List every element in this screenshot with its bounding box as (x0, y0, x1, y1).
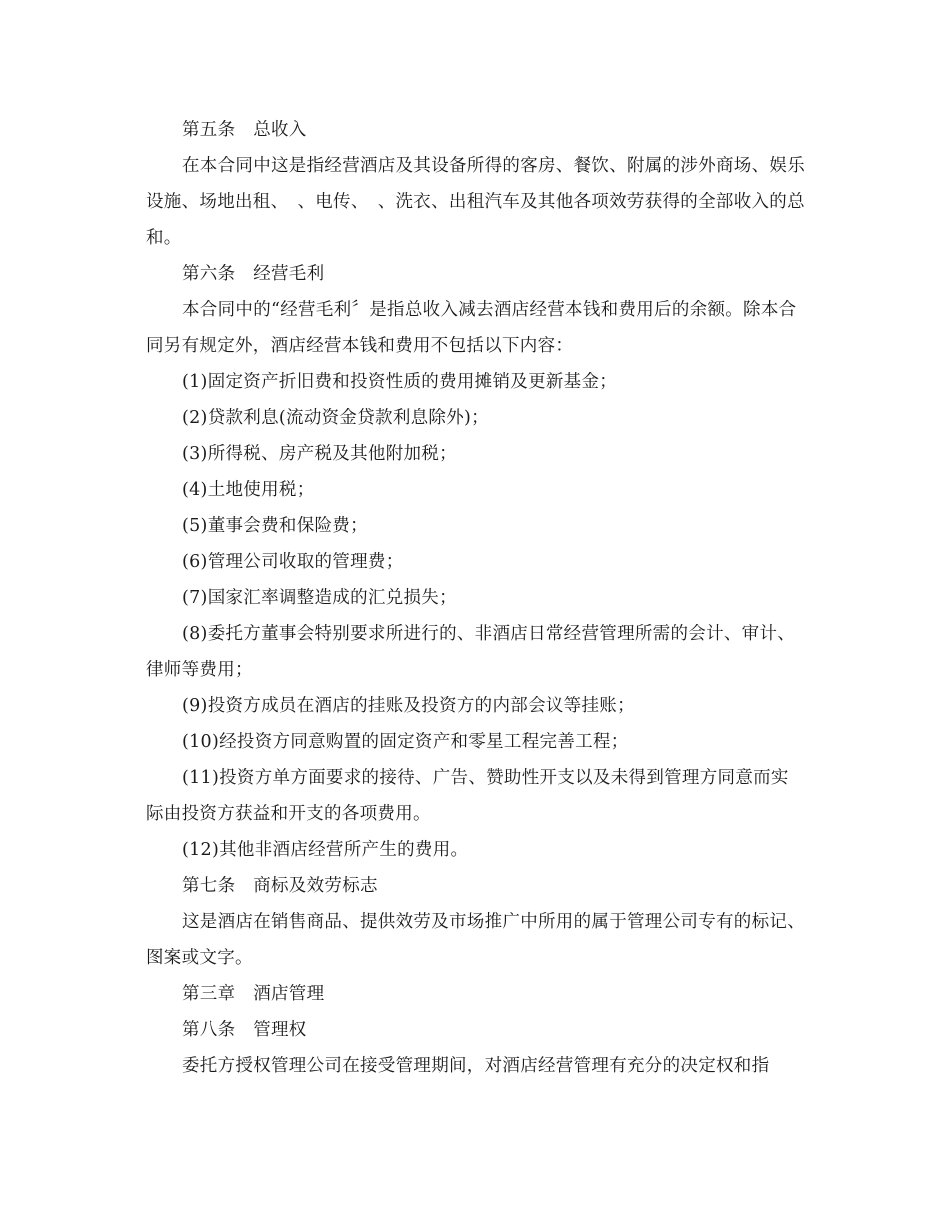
list-item: (5)董事会费和保险费； (182, 516, 368, 536)
list-item: (2)贷款利息(流动资金贷款利息除外)； (182, 408, 489, 428)
article-8-body: 委托方授权管理公司在接受管理期间，对酒店经营管理有充分的决定权和指 (182, 1056, 770, 1076)
list-item: (1)固定资产折旧费和投资性质的费用摊销及更新基金； (182, 372, 618, 392)
article-5-heading: 第五条 总收入 (182, 120, 307, 140)
article-7-body: 这是酒店在销售商品、提供效劳及市场推广中所用的属于管理公司专有的标记、图案或文字。 (146, 912, 805, 968)
chapter-3-heading: 第三章 酒店管理 (182, 984, 325, 1004)
list-item: (11)投资方单方面要求的接待、广告、赞助性开支以及未得到管理方同意而实际由投资方获益和开支的各项费用。 (146, 768, 789, 824)
list-item: (3)所得税、房产税及其他附加税； (182, 444, 457, 464)
list-item: (10)经投资方同意购置的固定资产和零星工程完善工程； (182, 732, 629, 752)
list-item: (7)国家汇率调整造成的汇兑损失； (182, 588, 457, 608)
article-5-body: 在本合同中这是指经营酒店及其设备所得的客房、餐饮、附属的涉外商场、娱乐设施、场地出租、 、电传、 、洗衣、出租汽车及其他各项效劳获得的全部收入的总和。 (146, 156, 805, 248)
list-item: (9)投资方成员在酒店的挂账及投资方的内部会议等挂账； (182, 696, 635, 716)
list-item: (6)管理公司收取的管理费； (182, 552, 404, 572)
article-7-heading: 第七条 商标及效劳标志 (182, 876, 378, 896)
list-item: (4)土地使用税； (182, 480, 315, 500)
article-8-heading: 第八条 管理权 (182, 1020, 307, 1040)
article-6-body: 本合同中的“经营毛利〞是指总收入减去酒店经营本钱和费用后的余额。除本合同另有规定外，酒店经营本钱和费用不包括以下内容： (146, 300, 797, 356)
article-6-heading: 第六条 经营毛利 (182, 264, 325, 284)
list-item: (8)委托方董事会特别要求所进行的、非酒店日常经营管理所需的会计、审计、律师等费用； (146, 624, 796, 680)
list-item: (12)其他非酒店经营所产生的费用。 (182, 840, 469, 860)
